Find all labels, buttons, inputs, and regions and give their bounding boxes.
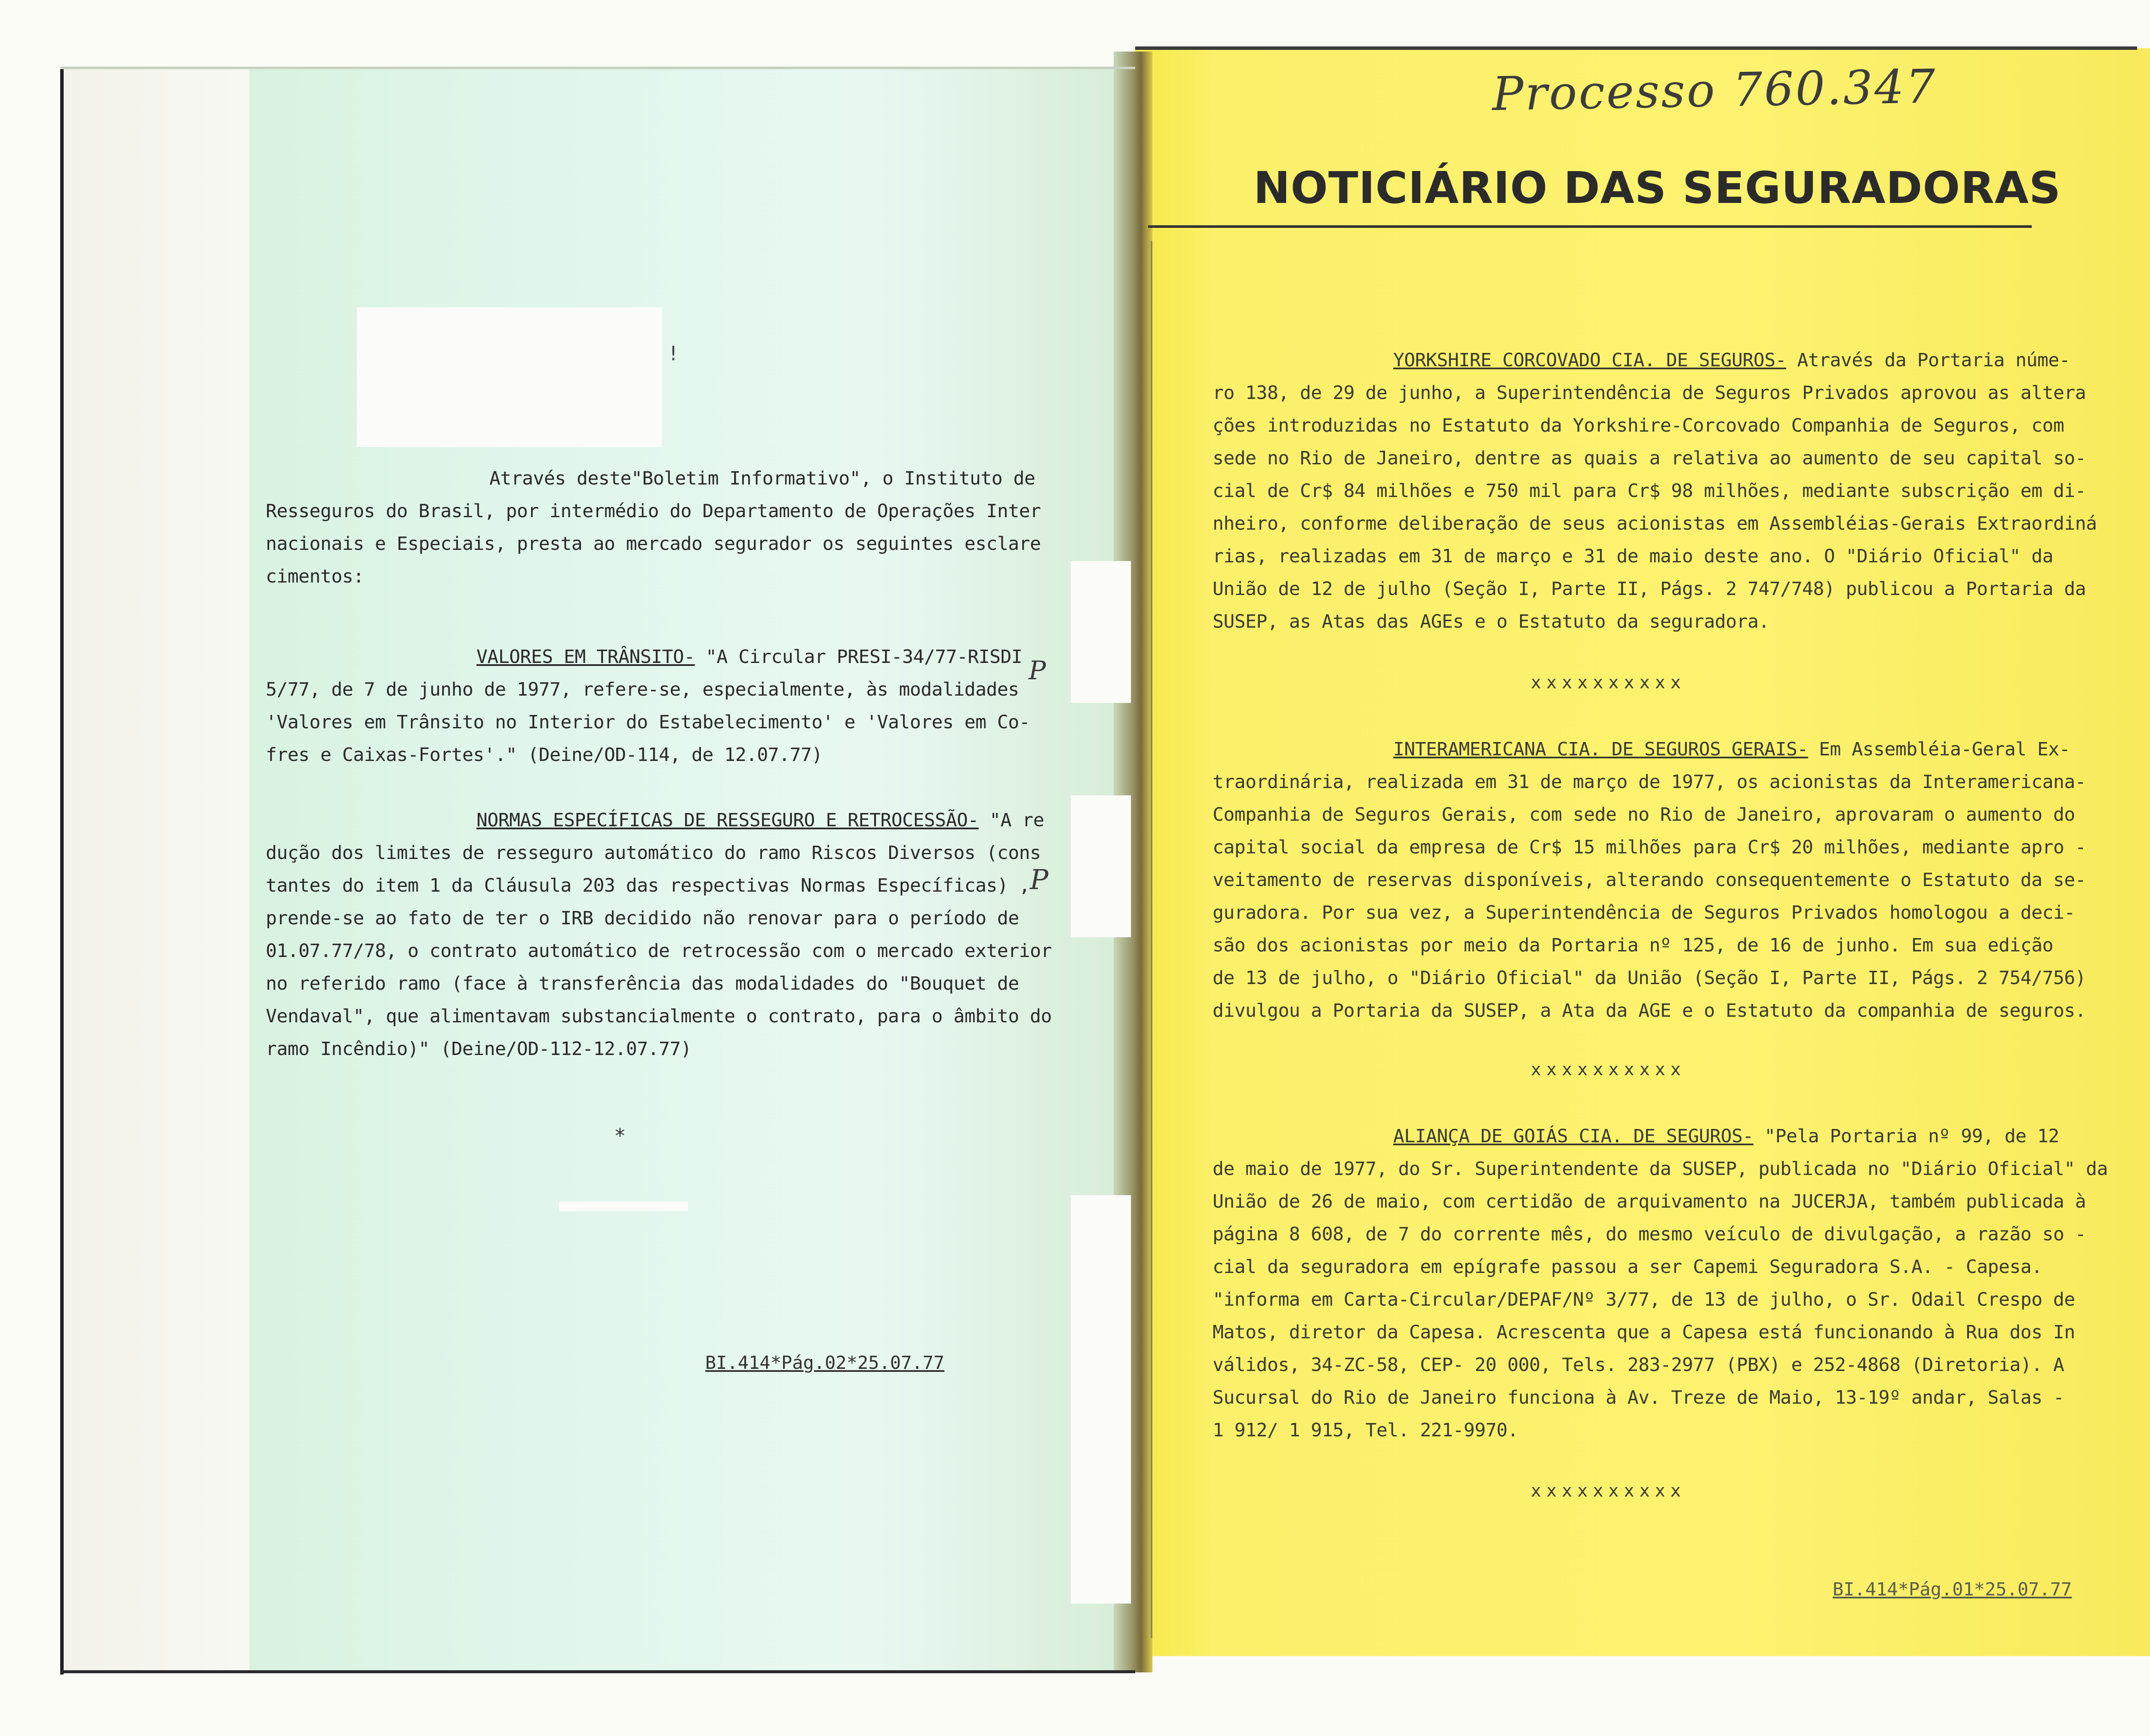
blank-patch (1071, 561, 1131, 703)
text-fragment: Através da Portaria núme- (1797, 350, 2070, 371)
text-line: 01.07.77/78, o contrato automático de retrocessão com o mercado exterior (266, 940, 1052, 962)
text-line: válidos, 34-ZC-58, CEP- 20 000, Tels. 283-2977 (PBX) e 252-4868 (Diretoria). A (1213, 1354, 2064, 1376)
alianca-notice (1213, 1120, 2108, 1447)
handwritten-mark: P (1029, 656, 1046, 686)
text-line: Vendaval", que alimentavam substancialmente o contrato, para o âmbito do (266, 1006, 1052, 1027)
text-fragment: Em Assembléia-Geral Ex- (1819, 739, 2070, 760)
notice-heading: YORKSHIRE CORCOVADO CIA. DE SEGUROS- (1393, 350, 1786, 371)
blank-patch (1071, 795, 1131, 937)
valores-em-transito-section (266, 641, 1030, 771)
blank-patch (559, 1202, 688, 1211)
text-line: Matos, diretor da Capesa. Acrescenta que a Capesa está funcionando à Rua dos In (1213, 1322, 2075, 1343)
text-line: prende-se ao fato de ter o IRB decidido não renovar para o período de (266, 908, 1019, 929)
text-line (266, 804, 1044, 837)
text-line: traordinária, realizada em 31 de março de 1977, os acionistas da Interamericana- (1213, 771, 2086, 793)
text-line: "informa em Carta-Circular/DEPAF/Nº 3/77, de 13 de julho, o Sr. Odail Crespo de (1213, 1289, 2075, 1310)
text-line (266, 641, 1027, 673)
page-footer: BI.414*Pág.01*25.07.77 (1833, 1579, 2072, 1600)
text-line: veitamento de reservas disponíveis, alterando consequentemente o Estatuto da se- (1213, 869, 2086, 891)
text-line: União de 12 de julho (Seção I, Parte II, Págs. 2 747/748) publicou a Portaria da (1213, 578, 2086, 600)
notice-heading: ALIANÇA DE GOIÁS CIA. DE SEGUROS- (1393, 1126, 1754, 1147)
text-line: cial da seguradora em epígrafe passou a ser Capemi Seguradora S.A. - Capesa. (1213, 1256, 2042, 1278)
title-underline (1148, 225, 2032, 228)
text-line: nheiro, conforme deliberação de seus acionistas em Assembléias-Gerais Extraordiná (1213, 513, 2097, 534)
separator: xxxxxxxxxx (1531, 673, 1686, 693)
text-line: cial de Cr$ 84 milhões e 750 mil para Cr$ 98 milhões, mediante subscrição em di- (1213, 480, 2086, 502)
text-line: ções introduzidas no Estatuto da Yorkshire-Corcovado Companhia de Seguros, com (1213, 415, 2064, 436)
text-line: Resseguros do Brasil, por intermédio do Departamento de Operações Inter (266, 500, 1041, 522)
text-line: divulgou a Portaria da SUSEP, a Ata da AGE e o Estatuto da companhia de seguros. (1213, 1000, 2086, 1021)
left-border-rule (60, 67, 64, 1675)
left-page-margin (60, 67, 249, 1672)
text-line: tantes do item 1 da Cláusula 203 das respectivas Normas Específicas) , (266, 875, 1030, 896)
text-line: SUSEP, as Atas das AGEs e o Estatuto da seguradora. (1213, 611, 1769, 632)
text-line: guradora. Por sua vez, a Superintendência de Seguros Privados homologou a deci- (1213, 902, 2075, 923)
text-line: de maio de 1977, do Sr. Superintendente da SUSEP, publicada no "Diário Oficial" da (1213, 1158, 2108, 1180)
text-line: no referido ramo (face à transferência das modalidades do "Bouquet de (266, 973, 1019, 994)
text-line: 1 912/ 1 915, Tel. 221-9970. (1213, 1420, 1518, 1441)
text-fragment: "A re (989, 810, 1044, 831)
text-line: Através deste"Boletim Informativo", o Instituto de (489, 468, 1035, 489)
text-line: são dos acionistas por meio da Portaria nº 125, de 16 de junho. Em sua edição (1213, 935, 2053, 956)
text-line: capital social da empresa de Cr$ 15 milhões para Cr$ 20 milhões, mediante apro - (1213, 837, 2086, 858)
text-line: União de 26 de maio, com certidão de arquivamento na JUCERJA, também publicada à (1213, 1191, 2086, 1212)
separator: xxxxxxxxxx (1531, 1060, 1686, 1080)
text-line (1213, 1120, 2077, 1153)
notice-heading: INTERAMERICANA CIA. DE SEGUROS GERAIS- (1393, 739, 1808, 760)
right-top-border-rule (1135, 46, 2137, 50)
text-line: página 8 608, de 7 do corrente mês, do mesmo veículo de divulgação, a razão so - (1213, 1224, 2086, 1245)
text-line: ramo Incêndio)" (Deine/OD-112-12.07.77) (266, 1038, 692, 1060)
text-line: Sucursal do Rio de Janeiro funciona à Av. Treze de Maio, 13-19º andar, Salas - (1213, 1387, 2064, 1408)
text-line: de 13 de julho, o "Diário Oficial" da União (Seção I, Parte II, Págs. 2 754/756) (1213, 967, 2086, 989)
handwritten-mark: P (1030, 864, 1049, 896)
text-line: ro 138, de 29 de junho, a Superintendência de Seguros Privados aprovou as altera (1213, 382, 2086, 404)
intro-paragraph (266, 462, 1041, 593)
asterisk-mark: * (614, 1124, 626, 1147)
blank-patch (1071, 1195, 1131, 1604)
text-line: nacionais e Especiais, presta ao mercado segurador os seguintes esclare (266, 533, 1041, 555)
handwritten-process-number: Processo 760.347 (1491, 59, 1938, 122)
page-footer: BI.414*Pág.02*25.07.77 (705, 1352, 945, 1373)
section-heading: VALORES EM TRÂNSITO- (476, 646, 695, 668)
page-title: NOTICIÁRIO DAS SEGURADORAS (1253, 163, 2061, 214)
text-line: 'Valores em Trânsito no Interior do Estabelecimento' e 'Valores em Co- (266, 712, 1030, 733)
blank-patch (357, 307, 662, 447)
top-border-rule (60, 67, 1135, 69)
section-heading: NORMAS ESPECÍFICAS DE RESSEGURO E RETROCESSÃO- (476, 810, 979, 831)
bottom-border-rule (60, 1670, 1135, 1673)
separator: xxxxxxxxxx (1531, 1481, 1686, 1501)
text-fragment: "A Circular PRESI-34/77-RISDI (706, 646, 1023, 668)
text-line: rias, realizadas em 31 de março e 31 de maio deste ano. O "Diário Oficial" da (1213, 546, 2053, 567)
text-line: cimentos: (266, 566, 364, 587)
text-fragment: "Pela Portaria nº 99, de 12 (1764, 1126, 2059, 1147)
text-line: dução dos limites de resseguro automático do ramo Riscos Diversos (cons (266, 842, 1041, 864)
text-line: fres e Caixas-Fortes'." (Deine/OD-114, de 12.07.77) (266, 744, 823, 766)
text-line: sede no Rio de Janeiro, dentre as quais a relativa ao aumento de seu capital so- (1213, 448, 2086, 469)
text-line: 5/77, de 7 de junho de 1977, refere-se, especialmente, às modalidades (266, 679, 1019, 700)
margin-line (1151, 241, 1152, 1638)
text-line (1213, 344, 2077, 377)
text-line (1213, 733, 2077, 766)
normas-especificas-section (266, 804, 1052, 1065)
yorkshire-notice (1213, 344, 2097, 638)
interamericana-notice (1213, 733, 2086, 1027)
stray-mark: ! (667, 342, 679, 365)
text-line: Companhia de Seguros Gerais, com sede no Rio de Janeiro, aprovaram o aumento do (1213, 804, 2075, 825)
